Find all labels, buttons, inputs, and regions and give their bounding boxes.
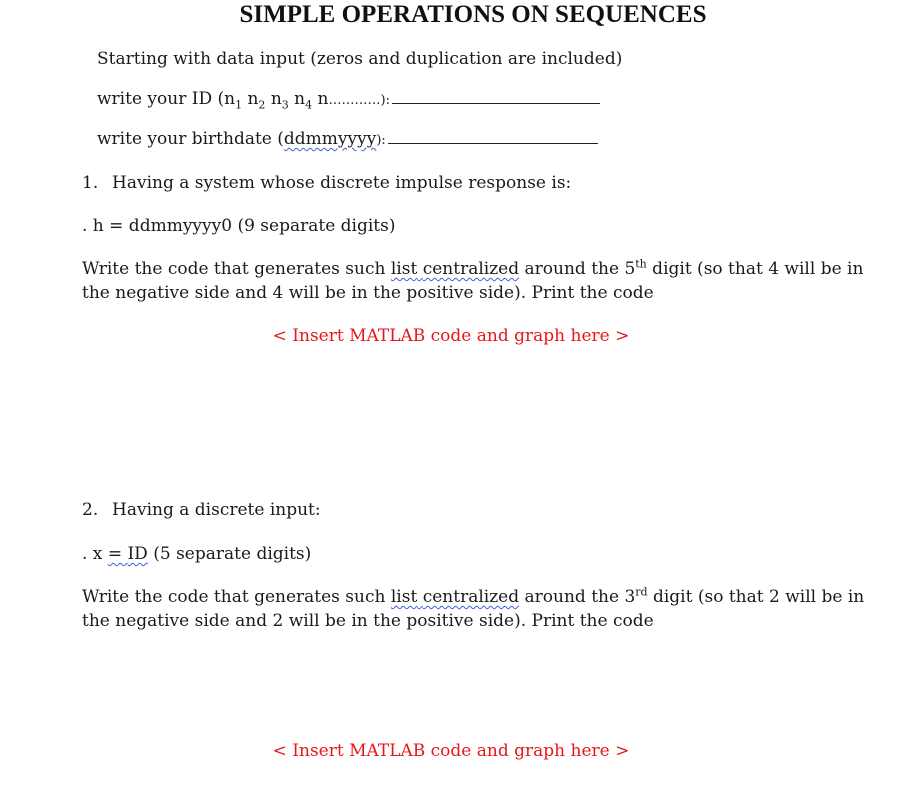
question-2-equation: . x = ID (5 separate digits) bbox=[82, 544, 312, 564]
question-1-placeholder[interactable]: < Insert MATLAB code and graph here > bbox=[272, 326, 630, 346]
question-1-heading: 1. Having a system whose discrete impulse response is: bbox=[82, 173, 572, 193]
birthdate-answer-blank[interactable] bbox=[388, 129, 598, 144]
question-2-placeholder[interactable]: < Insert MATLAB code and graph here > bbox=[272, 741, 630, 761]
question-1-number: 1. bbox=[82, 173, 99, 193]
question-1-equation: . h = ddmmyyyy0 (9 separate digits) bbox=[82, 216, 396, 236]
birthdate-format: ddmmyyyy bbox=[283, 129, 377, 149]
id-prompt: write your ID ($n_1$ $n_2$ $n_3$ $n_4$ n…………): bbox=[97, 87, 600, 113]
id-answer-blank[interactable] bbox=[392, 89, 600, 104]
question-1-instructions: Write the code that generates such list centralized around the 5th digit (so that 4 will be in the negative side and 4 will be in the positive side). Print the code bbox=[82, 257, 864, 303]
page-title: SIMPLE OPERATIONS ON SEQUENCES bbox=[239, 1, 707, 28]
question-2-instructions: Write the code that generates such list centralized around the 3rd digit (so that 2 will be in the negative side and 2 will be in the positive side). Print the code bbox=[82, 585, 865, 631]
question-2-number: 2. bbox=[82, 500, 99, 520]
birthdate-prompt: write your birthdate (ddmmyyyy): bbox=[97, 127, 598, 153]
intro-text: Starting with data input (zeros and duplication are included) bbox=[97, 49, 623, 69]
question-2-heading: 2. Having a discrete input: bbox=[82, 500, 321, 520]
